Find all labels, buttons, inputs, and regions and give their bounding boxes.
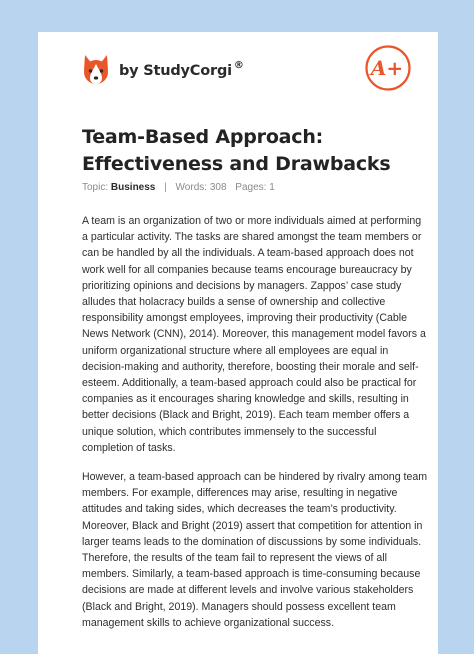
document-meta: [82, 182, 275, 193]
essay-body: [82, 213, 428, 644]
grade-badge-icon: [364, 44, 412, 92]
paragraph: A team is an organization of two or more individuals aimed at performing a particular activity. The tasks are shared amongst the team members or can be handled by all the individuals. A team-based approach does not work well for all companies because teams encourage bureaucracy by prioritizing opinions and decisions by managers. Zappos’ case study alludes that holacracy builds a sense of ownership and collective responsibility amongst employees, improving their productivity (Cable News Network (CNN), 2014). Moreover, this management model favors a uniform organizational structure where all employees are equal in decision-making and authority, therefore, boosting their morale and self-esteem. Additionally, a team-based approach could also be practical for companies as it encourages sharing knowledge and skills, resulting in better decisions (Black and Bright, 2019). Each team member offers a unique solution, which contributes immensely to the successful completion of tasks.: [82, 215, 426, 454]
topic-value[interactable]: Business: [110, 182, 156, 193]
pages-label: Pages:: [235, 182, 267, 193]
registered-mark: ®: [233, 60, 244, 71]
words-value: 308: [209, 182, 227, 193]
page-title: Team-Based Approach: Effectiveness and Drawbacks: [82, 126, 391, 175]
document-page: [38, 32, 438, 654]
grade-badge-text: A+: [370, 56, 404, 80]
meta-separator: |: [164, 182, 167, 193]
pages-value: 1: [269, 182, 275, 193]
topic-label: Topic:: [82, 182, 109, 193]
brand-name: by StudyCorgi ®: [119, 60, 244, 79]
words-label: Words:: [175, 182, 208, 193]
paragraph: However, a team-based approach can be hindered by rivalry among team members. For example, differences may arise, resulting in negative attitudes and taking sides, which decreases the team’s productivity. Moreover, Black and Bright (2019) assert that competition for attention in larger teams leads to the domination of discussions by some individuals. Therefore, the results of the team fail to represent the views of all members. Similarly, a team-based approach is time-consuming because decisions are made at different levels and involve various stakeholders (Black and Bright, 2019). Managers should possess excellent team management skills to achieve organizational success.: [82, 471, 428, 629]
brand-header[interactable]: [82, 54, 244, 86]
corgi-logo-icon: [82, 54, 110, 86]
